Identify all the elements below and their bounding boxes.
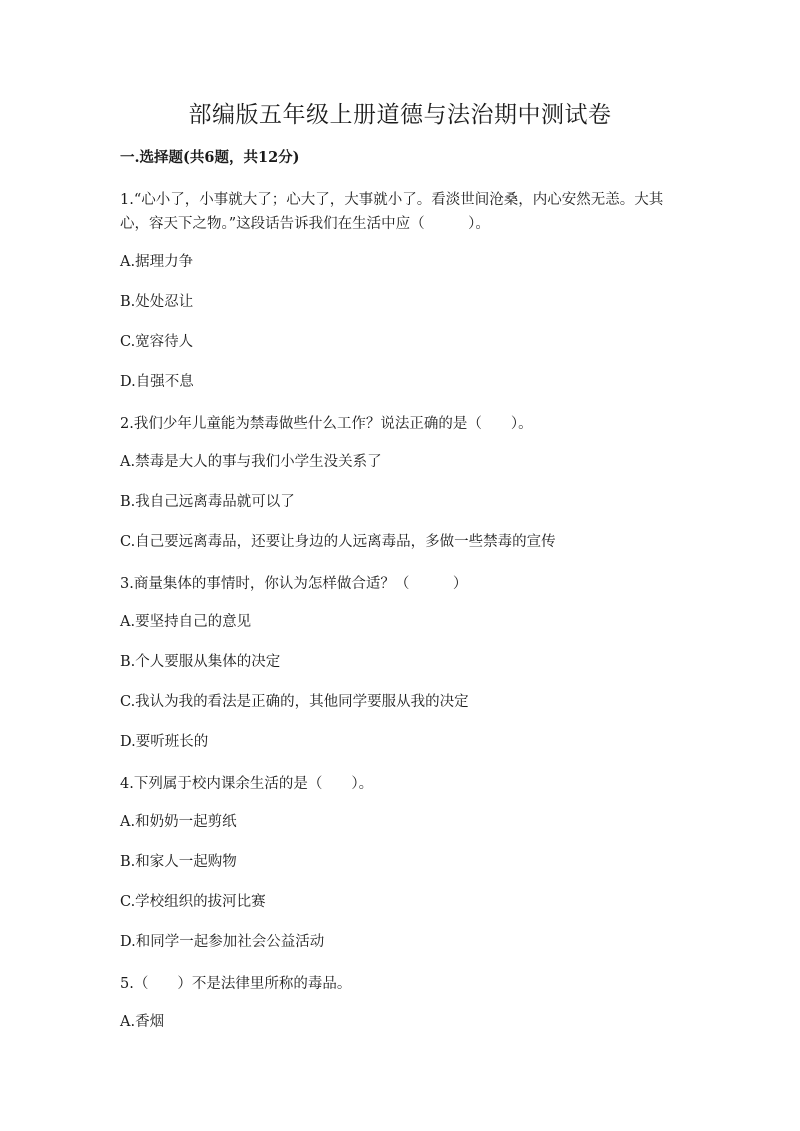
option-d: D.自强不息 — [120, 374, 194, 390]
option-b: B.我自己远离毒品就可以了 — [120, 494, 295, 510]
question-5 — [120, 972, 680, 1052]
option-b: B.处处忍让 — [120, 294, 194, 310]
option-c: C.自己要远离毒品，还要让身边的人远离毒品，多做一些禁毒的宣传 — [120, 534, 556, 550]
option-d: D.要听班长的 — [120, 734, 209, 750]
question-2 — [120, 412, 680, 572]
option-c: C.学校组织的拔河比赛 — [120, 894, 266, 910]
option-a: A.禁毒是大人的事与我们小学生没关系了 — [120, 454, 382, 470]
question-3 — [120, 572, 680, 772]
exam-content — [120, 148, 680, 1052]
option-d: D.和同学一起参加社会公益活动 — [120, 934, 325, 950]
section-heading: 一.选择题(共6题，共12分) — [120, 149, 300, 166]
page-title: 部编版五年级上册道德与法治期中测试卷 — [188, 102, 612, 128]
option-b: B.个人要服从集体的决定 — [120, 654, 281, 670]
option-c: C.宽容待人 — [120, 334, 194, 350]
question-4 — [120, 772, 680, 972]
option-a: A.香烟 — [120, 1014, 165, 1030]
option-a: A.要坚持自己的意见 — [120, 614, 252, 630]
question-stem: 4.下列属于校内课余生活的是（ ）。 — [120, 776, 374, 792]
option-a: A.和奶奶一起剪纸 — [120, 814, 237, 830]
option-c: C.我认为我的看法是正确的，其他同学要服从我的决定 — [120, 694, 469, 710]
option-a: A.据理力争 — [120, 254, 194, 270]
question-stem: 2.我们少年儿童能为禁毒做些什么工作？说法正确的是（ ）。 — [120, 416, 533, 432]
question-1 — [120, 188, 680, 412]
question-stem: 1.“心小了，小事就大了；心大了，大事就小了。看淡世间沧桑，内心安然无恙。大其心，容天下之物。”这段话告诉我们在生活中应（ ）。 — [120, 192, 664, 232]
question-stem: 5.（ ）不是法律里所称的毒品。 — [120, 976, 352, 992]
option-b: B.和家人一起购物 — [120, 854, 237, 870]
question-stem: 3.商量集体的事情时，你认为怎样做合适？（ ） — [120, 576, 468, 592]
